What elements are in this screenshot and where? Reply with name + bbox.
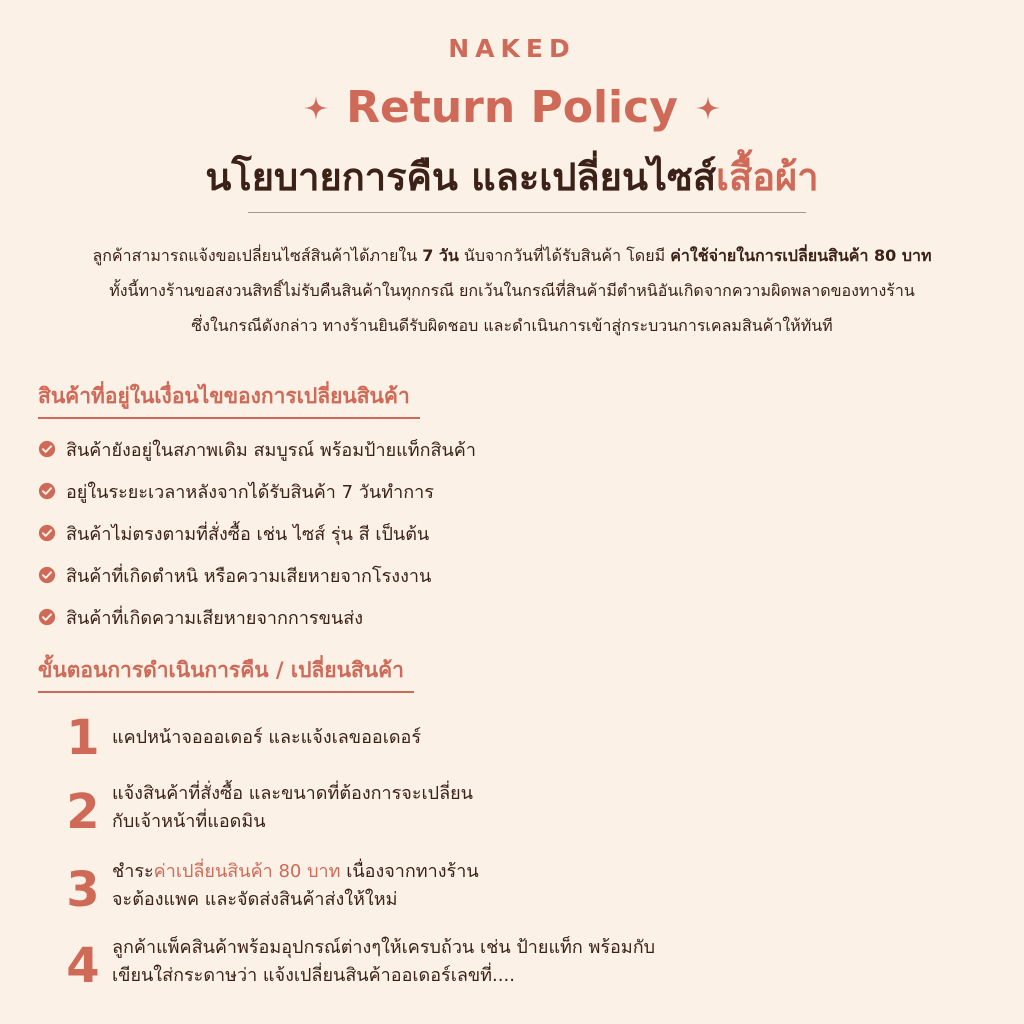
steps-heading: ขั้นตอนการดำเนินการคืน / เปลี่ยนสินค้า	[38, 654, 414, 693]
sparkle-icon	[696, 96, 720, 120]
step-number: 3	[66, 862, 100, 918]
subtitle-main: นโยบายการคืน และเปลี่ยนไซส์	[205, 155, 717, 199]
step-text	[112, 780, 473, 836]
list-item	[38, 596, 938, 638]
step-line	[112, 858, 479, 886]
step-line-part: เนื่องจากทางร้าน	[340, 861, 479, 882]
check-circle-icon	[38, 440, 56, 458]
step-highlight: ค่าเปลี่ยนสินค้า 80 บาท	[153, 861, 341, 882]
list-item	[38, 512, 938, 554]
condition-text: สินค้ายังอยู่ในสภาพเดิม สมบูรณ์ พร้อมป้ายแท็กสินค้า	[66, 439, 476, 461]
title-divider	[248, 212, 806, 213]
step-line: แคปหน้าจอออเดอร์ และแจ้งเลขออเดอร์	[112, 727, 422, 748]
check-circle-icon	[38, 482, 56, 500]
list-item	[38, 554, 938, 596]
page-subtitle	[0, 146, 1024, 207]
step-line: เขียนใส่กระดาษว่า แจ้งเปลี่ยนสินค้าออเดอร์เลขที่....	[112, 965, 515, 986]
condition-text: สินค้าที่เกิดความเสียหายจากการขนส่ง	[66, 607, 363, 629]
intro-highlight: 7 วัน	[422, 246, 459, 265]
step-text	[112, 934, 655, 990]
step-line: ลูกค้าแพ็คสินค้าพร้อมอุปกรณ์ต่างๆให้เครบถ้วน เช่น ป้ายแท็ก พร้อมกับ	[112, 937, 656, 958]
intro-line-1	[20, 238, 1004, 273]
check-circle-icon	[38, 566, 56, 584]
condition-text: สินค้าที่เกิดตำหนิ หรือความเสียหายจากโรงงาน	[66, 565, 432, 587]
intro-highlight: ค่าใช้จ่ายในการเปลี่ยนสินค้า 80 บาท	[670, 246, 932, 265]
step-item	[60, 934, 655, 992]
step-line: กับเจ้าหน้าที่แอดมิน	[112, 811, 266, 832]
step-text	[112, 724, 421, 752]
step-item	[60, 780, 473, 838]
step-line: แจ้งสินค้าที่สั่งซื้อ และขนาดที่ต้องการจะเปลี่ยน	[112, 783, 473, 804]
step-item	[60, 858, 479, 916]
step-number: 1	[66, 710, 100, 766]
step-number: 4	[66, 938, 100, 994]
conditions-heading: สินค้าที่อยู่ในเงื่อนไขของการเปลี่ยนสินค้า	[38, 380, 420, 419]
conditions-list	[38, 428, 938, 638]
subtitle-accent: เสื้อผ้า	[716, 155, 819, 199]
brand-logo: NAKED	[448, 34, 576, 63]
intro-text: ลูกค้าสามารถแจ้งขอเปลี่ยนไซส์สินค้าได้ภายใน	[92, 246, 423, 265]
list-item	[38, 428, 938, 470]
check-circle-icon	[38, 524, 56, 542]
page-title	[0, 82, 1024, 133]
intro-line-3: ซึ่งในกรณีดังกล่าว ทางร้านยินดีรับผิดชอบ และดำเนินการเข้าสู่กระบวนการเคลมสินค้าให้ทันที	[191, 316, 833, 335]
title-en-text: Return Policy	[346, 82, 678, 133]
condition-text: อยู่ในระยะเวลาหลังจากได้รับสินค้า 7 วันทำการ	[66, 481, 434, 503]
intro-text: นับจากวันที่ได้รับสินค้า โดยมี	[458, 246, 671, 265]
step-number: 2	[66, 784, 100, 840]
step-line-part: ชำระ	[112, 861, 154, 882]
list-item	[38, 470, 938, 512]
condition-text: สินค้าไม่ตรงตามที่สั่งซื้อ เช่น ไซส์ รุ่น สี เป็นต้น	[66, 523, 430, 545]
intro-line-2: ทั้งนี้ทางร้านขอสงวนสิทธิ์ไม่รับคืนสินค้าในทุกกรณี ยกเว้นในกรณีที่สินค้ามีตำหนิอันเกิดจากความผิดพลาดของทางร้าน	[109, 281, 915, 300]
step-line: จะต้องแพค และจัดส่งสินค้าส่งให้ใหม่	[112, 889, 398, 910]
sparkle-icon	[304, 96, 328, 120]
step-item	[60, 712, 421, 764]
step-text	[112, 858, 479, 914]
intro-paragraph	[20, 238, 1004, 343]
check-circle-icon	[38, 608, 56, 626]
